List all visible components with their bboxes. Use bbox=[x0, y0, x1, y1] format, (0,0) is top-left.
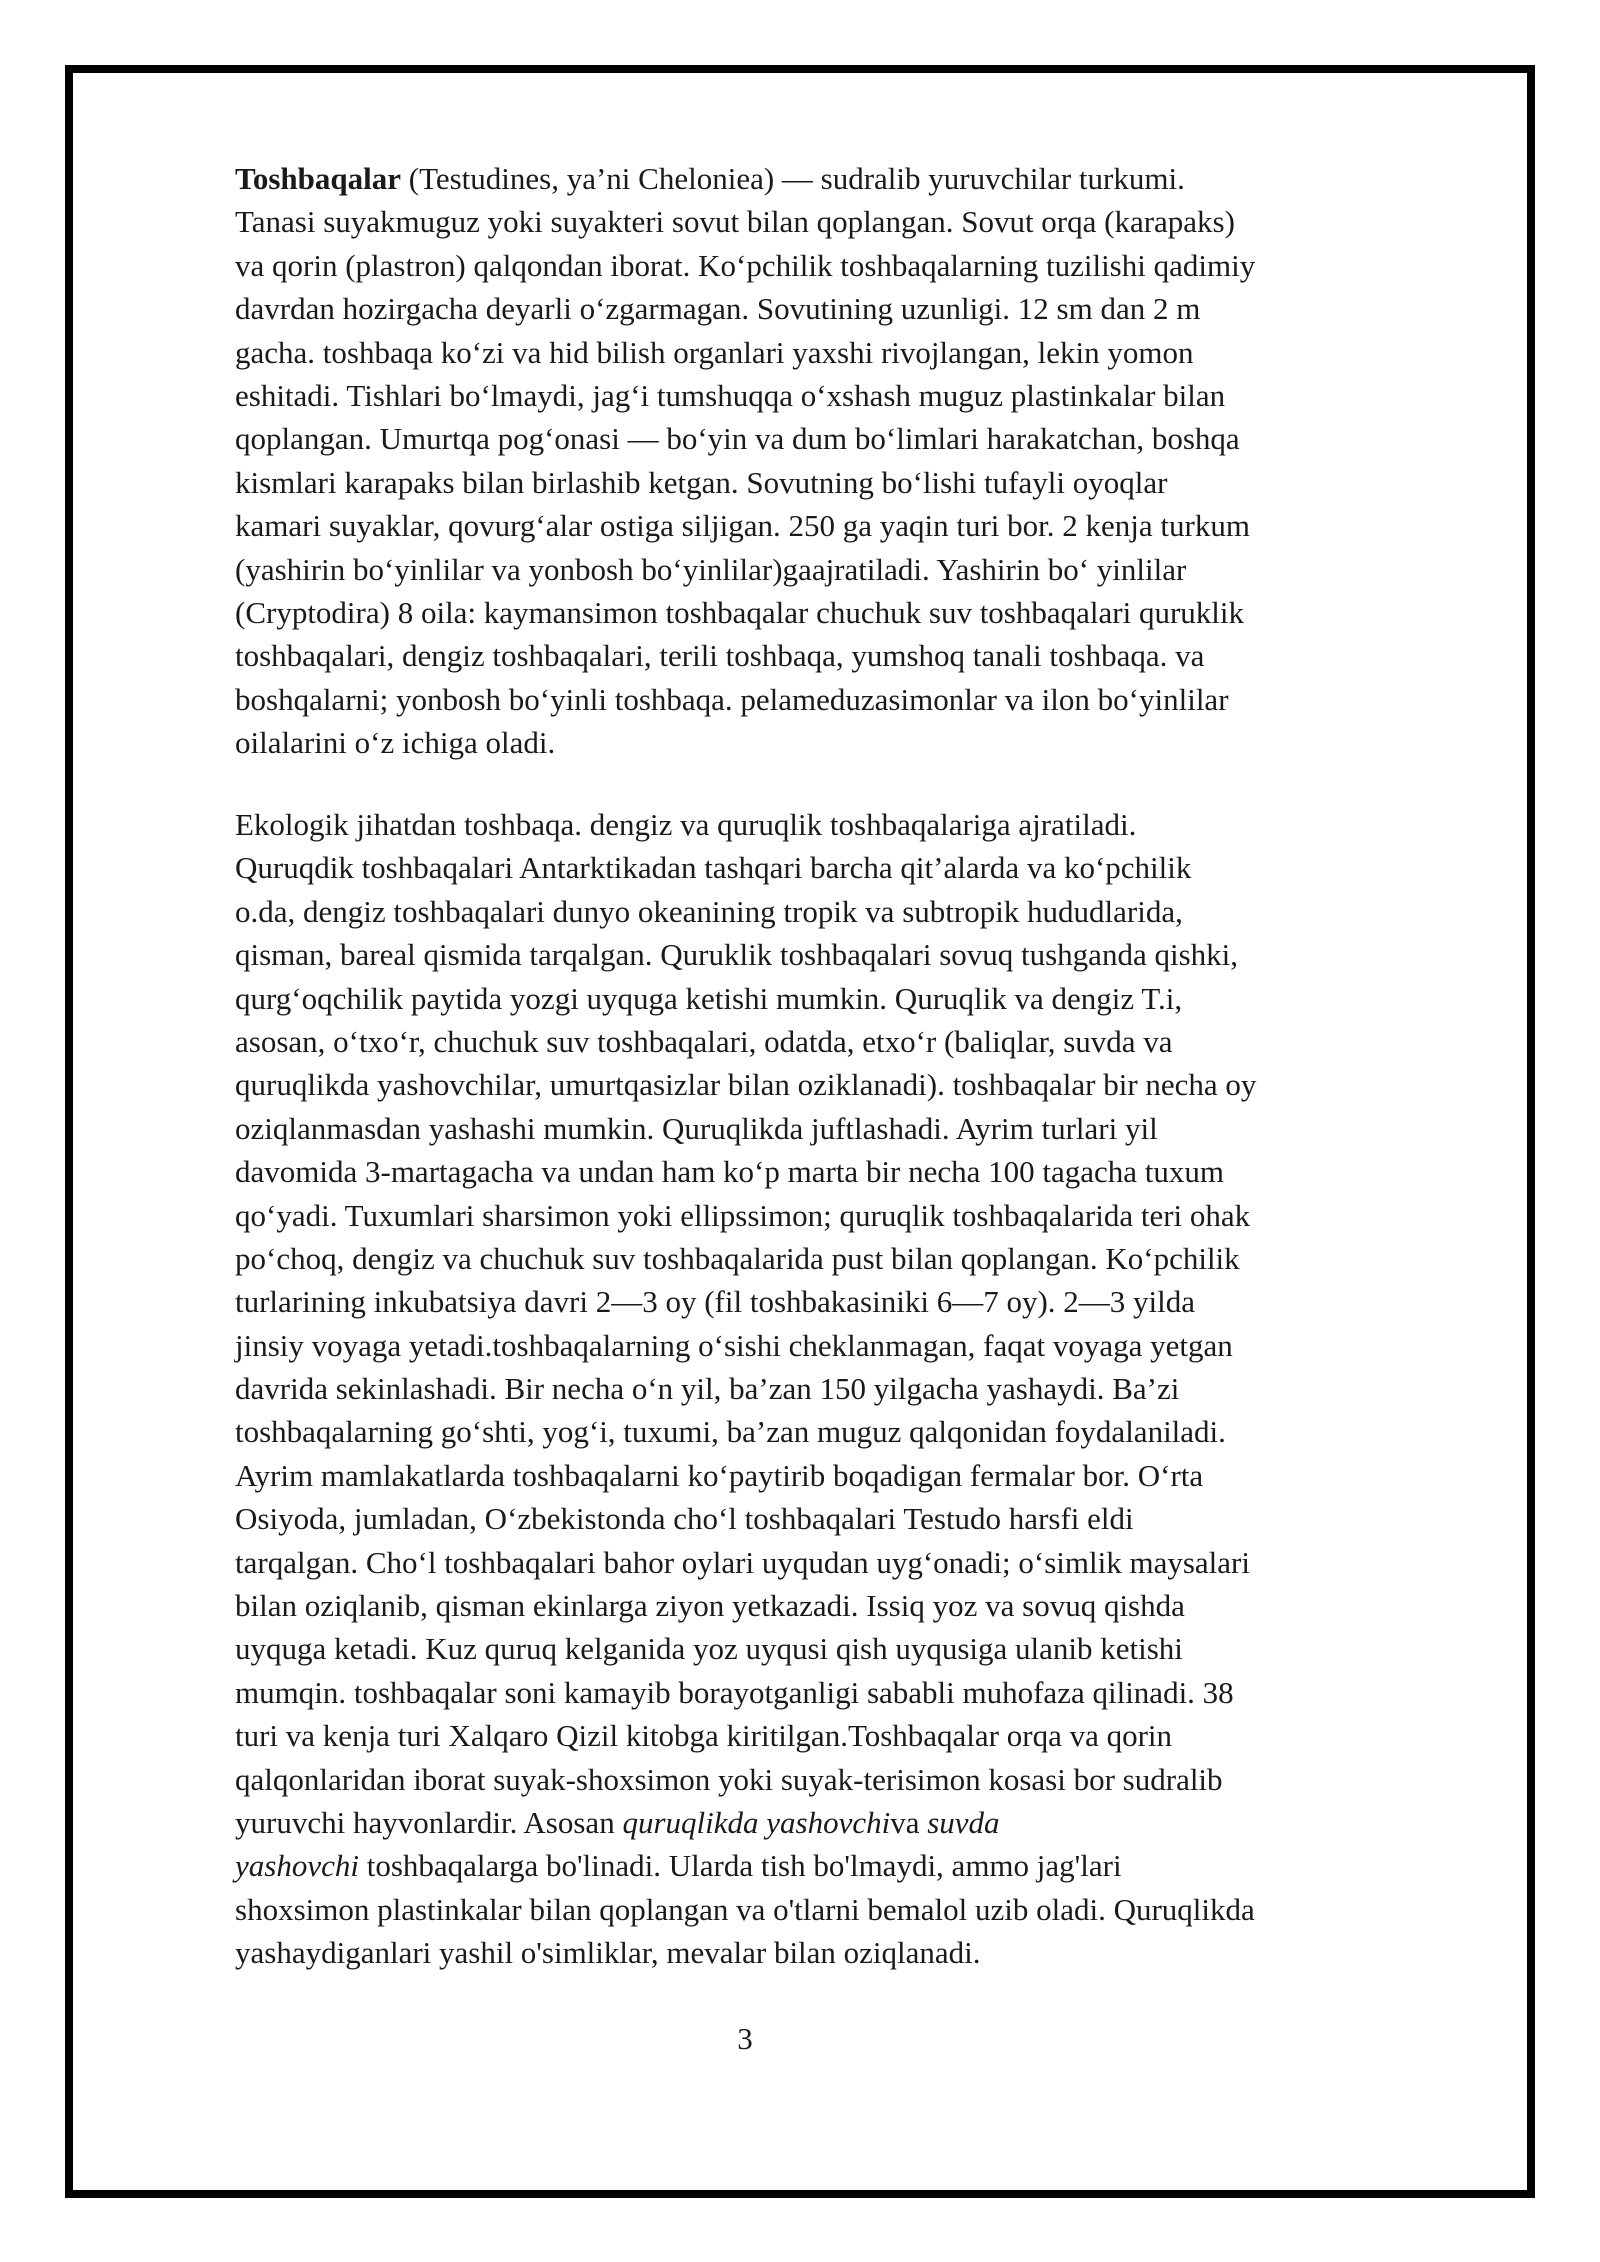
page-number: 3 bbox=[737, 2021, 753, 2056]
text-segment: davomida 3-martagacha va undan ham koʻp marta bir necha 100 tagacha tuxum bbox=[235, 1154, 1225, 1190]
text-segment: kamari suyaklar, qovurgʻalar ostiga siljigan. 250 ga yaqin turi bor. 2 kenja turkum bbox=[235, 508, 1250, 544]
text-line bbox=[235, 1150, 1495, 1193]
italic-term: suvda bbox=[927, 1804, 1000, 1840]
text-line bbox=[235, 1237, 1495, 1280]
text-segment: mumqin. toshbaqalar soni kamayib borayotganligi sababli muhofaza qilinadi. 38 bbox=[235, 1674, 1234, 1710]
text-line bbox=[235, 244, 1495, 287]
text-line bbox=[235, 1410, 1495, 1453]
text-segment: turi va kenja turi Xalqaro Qizil kitobga kiritilgan.Toshbaqalar orqa va qorin bbox=[235, 1718, 1173, 1754]
text-line bbox=[235, 461, 1495, 504]
text-line bbox=[235, 933, 1495, 976]
text-segment: kismlari karapaks bilan birlashib ketgan. Sovutning boʻlishi tufayli oyoqlar bbox=[235, 464, 1168, 500]
text-line bbox=[235, 157, 1495, 200]
text-segment: oziqlanmasdan yashashi mumkin. Quruqlikda juftlashadi. Ayrim turlari yil bbox=[235, 1110, 1158, 1146]
text-segment: qisman, bareal qismida tarqalgan. Quruklik toshbaqalari sovuq tushganda qishki, bbox=[235, 937, 1238, 973]
text-line bbox=[235, 417, 1495, 460]
text-line bbox=[235, 1844, 1495, 1887]
paragraph-ecology bbox=[235, 803, 1495, 1975]
text-line bbox=[235, 1194, 1495, 1237]
text-line bbox=[235, 721, 1495, 764]
text-segment: qalqonlaridan iborat suyak-shoxsimon yoki suyak-terisimon kosasi bor sudralib bbox=[235, 1761, 1223, 1797]
text-line bbox=[235, 977, 1495, 1020]
text-segment: o.da, dengiz toshbaqalari dunyo okeanining tropik va subtropik hududlarida, bbox=[235, 893, 1183, 929]
text-segment: bilan oziqlanib, qisman ekinlarga ziyon yetkazadi. Issiq yoz va sovuq qishda bbox=[235, 1588, 1185, 1624]
text-line bbox=[235, 1324, 1495, 1367]
text-line bbox=[235, 678, 1495, 721]
text-line bbox=[235, 1671, 1495, 1714]
text-segment: Osiyoda, jumladan, Oʻzbekistonda choʻl toshbaqalari Testudo harsfi eldi bbox=[235, 1501, 1134, 1537]
text-segment: gacha. toshbaqa koʻzi va hid bilish organlari yaxshi rivojlangan, lekin yomon bbox=[235, 334, 1194, 370]
bold-term: Toshbaqalar bbox=[235, 161, 401, 196]
text-line bbox=[235, 331, 1495, 374]
text-segment: yashaydiganlari yashil o'simliklar, mevalar bilan oziqlanadi. bbox=[235, 1935, 981, 1971]
text-segment: yuruvchi hayvonlardir. Asosan bbox=[235, 1804, 623, 1840]
text-segment: toshbaqalarning goʻshti, yogʻi, tuxumi, ba’zan muguz qalqonidan foydalaniladi. bbox=[235, 1414, 1226, 1450]
text-segment: (yashirin boʻyinlilar va yonbosh boʻyinlilar)gaajratiladi. Yashirin boʻ yinlilar bbox=[235, 551, 1187, 587]
text-line bbox=[235, 1497, 1495, 1540]
text-segment: shoxsimon plastinkalar bilan qoplangan va o'tlarni bemalol uzib oladi. Quruqlikda bbox=[235, 1891, 1255, 1927]
text-segment: toshbaqalari, dengiz toshbaqalari, terili toshbaqa, yumshoq tanali toshbaqa. va bbox=[235, 638, 1205, 674]
text-line bbox=[235, 634, 1495, 677]
text-segment: Ayrim mamlakatlarda toshbaqalarni koʻpaytirib boqadigan fermalar bor. Oʻrta bbox=[235, 1457, 1204, 1493]
text-segment: oilalarini oʻz ichiga oladi. bbox=[235, 725, 556, 761]
text-segment: davrida sekinlashadi. Bir necha oʻn yil, ba’zan 150 yilgacha yashaydi. Ba’zi bbox=[235, 1371, 1180, 1407]
paragraph-intro bbox=[235, 157, 1495, 764]
italic-term: yashovchi bbox=[235, 1848, 359, 1884]
text-line bbox=[235, 1801, 1495, 1844]
text-line bbox=[235, 1931, 1495, 1974]
text-segment: turlarining inkubatsiya davri 2—3 oy (fil toshbakasiniki 6—7 oy). 2—3 yilda bbox=[235, 1284, 1196, 1320]
text-line bbox=[235, 548, 1495, 591]
text-segment: quruqlikda yashovchilar, umurtqasizlar bilan oziklanadi). toshbaqalar bir necha oy bbox=[235, 1067, 1257, 1103]
text-segment: asosan, oʻtxoʻr, chuchuk suv toshbaqalari, odatda, etxoʻr (baliqlar, suvda va bbox=[235, 1023, 1173, 1059]
text-segment: jinsiy voyaga yetadi.toshbaqalarning oʻsishi cheklanmagan, faqat voyaga yetgan bbox=[235, 1327, 1233, 1363]
text-line bbox=[235, 1541, 1495, 1584]
text-segment: (Cryptodira) 8 oila: kaymansimon toshbaqalar chuchuk suv toshbaqalari quruklik bbox=[235, 594, 1244, 630]
text-line bbox=[235, 1107, 1495, 1150]
text-segment: davrdan hozirgacha deyarli oʻzgarmagan. Sovutining uzunligi. 12 sm dan 2 m bbox=[235, 291, 1201, 327]
text-line bbox=[235, 1020, 1495, 1063]
text-line bbox=[235, 1584, 1495, 1627]
text-line bbox=[235, 803, 1495, 846]
text-segment: boshqalarni; yonbosh boʻyinli toshbaqa. pelameduzasimonlar va ilon boʻyinlilar bbox=[235, 681, 1229, 717]
text-segment: tarqalgan. Choʻl toshbaqalari bahor oylari uyqudan uygʻonadi; oʻsimlik maysalari bbox=[235, 1544, 1250, 1580]
text-line bbox=[235, 1063, 1495, 1106]
text-line bbox=[235, 1714, 1495, 1757]
text-segment: Quruqdik toshbaqalari Antarktikadan tashqari barcha qit’alarda va koʻpchilik bbox=[235, 850, 1192, 886]
text-line bbox=[235, 1627, 1495, 1670]
text-line bbox=[235, 287, 1495, 330]
text-segment: va bbox=[890, 1804, 928, 1840]
text-line bbox=[235, 846, 1495, 889]
text-segment: (Testudines, ya’ni Cheloniea) — sudralib yuruvchilar turkumi. bbox=[401, 161, 1185, 196]
text-segment: Ekologik jihatdan toshbaqa. dengiz va quruqlik toshbaqalariga ajratiladi. bbox=[235, 807, 1137, 842]
text-segment: qoʻyadi. Tuxumlari sharsimon yoki ellipssimon; quruqlik toshbaqalarida teri ohak bbox=[235, 1197, 1251, 1233]
text-line bbox=[235, 591, 1495, 634]
italic-term: quruqlikda yashovchi bbox=[622, 1804, 891, 1840]
text-segment: qurgʻoqchilik paytida yozgi uyquga ketishi mumkin. Quruqlik va dengiz T.i, bbox=[235, 980, 1183, 1016]
text-line bbox=[235, 374, 1495, 417]
text-segment: toshbaqalarga bo'linadi. Ularda tish bo'lmaydi, ammo jag'lari bbox=[358, 1848, 1122, 1884]
text-segment: va qorin (plastron) qalqondan iborat. Koʻpchilik toshbaqalarning tuzilishi qadimiy bbox=[235, 247, 1256, 283]
text-segment: Tanasi suyakmuguz yoki suyakteri sovut bilan qoplangan. Sovut orqa (karapaks) bbox=[235, 204, 1235, 240]
text-line bbox=[235, 1758, 1495, 1801]
text-segment: eshitadi. Tishlari boʻlmaydi, jagʻi tumshuqqa oʻxshash muguz plastinkalar bilan bbox=[235, 377, 1226, 413]
text-segment: qoplangan. Umurtqa pogʻonasi — boʻyin va dum boʻlimlari harakatchan, boshqa bbox=[235, 421, 1240, 457]
text-line bbox=[235, 1280, 1495, 1323]
text-line bbox=[235, 1888, 1495, 1931]
text-line bbox=[235, 1367, 1495, 1410]
text-segment: uyquga ketadi. Kuz quruq kelganida yoz uyqusi qish uyqusiga ulanib ketishi bbox=[235, 1631, 1183, 1667]
text-line bbox=[235, 890, 1495, 933]
text-segment: poʻchoq, dengiz va chuchuk suv toshbaqalarida pust bilan qoplangan. Koʻpchilik bbox=[235, 1240, 1240, 1276]
text-line bbox=[235, 1454, 1495, 1497]
text-line bbox=[235, 200, 1495, 243]
text-line bbox=[235, 504, 1495, 547]
